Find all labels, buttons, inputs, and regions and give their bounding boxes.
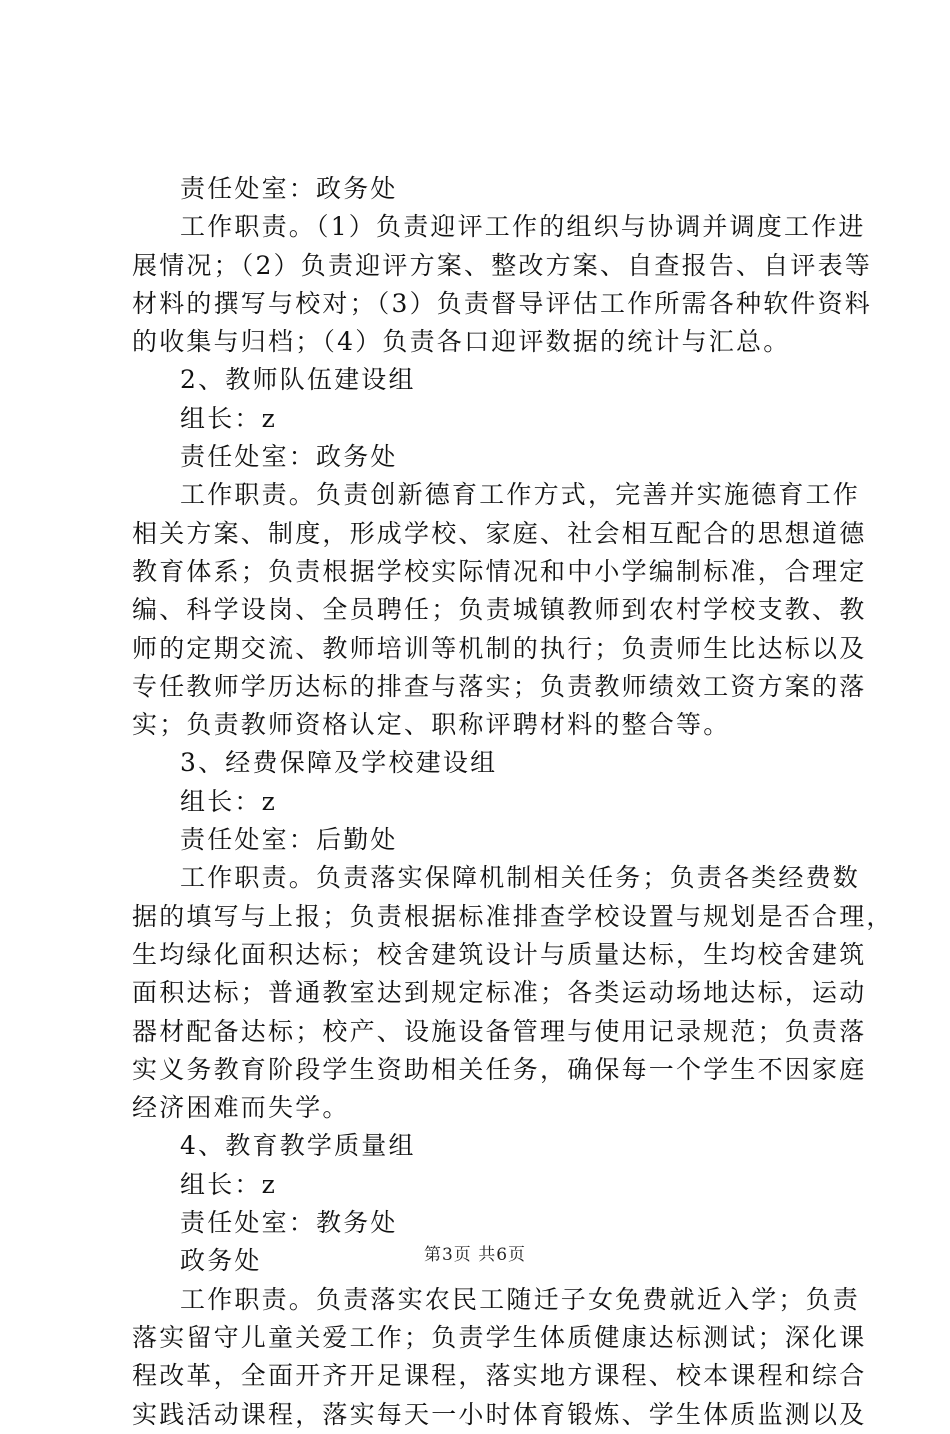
text-line: 师的定期交流、教师培训等机制的执行；负责师生比达标以及 [132, 633, 867, 663]
text-line: 工作职责。负责落实保障机制相关任务；负责各类经费数 [180, 863, 861, 893]
text-line: 组长：z [180, 786, 277, 816]
text-line: 程改革，全面开齐开足课程，落实地方课程、校本课程和综合 [132, 1361, 867, 1391]
text-line: 据的填写与上报；负责根据标准排查学校设置与规划是否合理， [132, 901, 894, 931]
text-line: 专任教师学历达标的排查与落实；负责教师绩效工资方案的落 [132, 671, 867, 701]
text-line: 器材配备达标；校产、设施设备管理与使用记录规范；负责落 [132, 1016, 867, 1046]
text-line: 实义务教育阶段学生资助相关任务，确保每一个学生不因家庭 [132, 1054, 867, 1084]
text-line: 工作职责。（1）负责迎评工作的组织与协调并调度工作进 [180, 212, 866, 242]
text-line: 的收集与归档；（4）负责各口迎评数据的统计与汇总。 [132, 327, 791, 357]
text-line: 教育体系；负责根据学校实际情况和中小学编制标准，合理定 [132, 556, 867, 586]
text-line: 实；负责教师资格认定、职称评聘材料的整合等。 [132, 710, 731, 740]
text-line: 材料的撰写与校对；（3）负责督导评估工作所需各种软件资料 [132, 288, 873, 318]
text-line: 编、科学设岗、全员聘任；负责城镇教师到农村学校支教、教 [132, 595, 867, 625]
text-line: 相关方案、制度，形成学校、家庭、社会相互配合的思想道德 [132, 518, 867, 548]
text-line: 责任处室：政务处 [180, 442, 398, 472]
text-line: 政务处 [180, 1246, 262, 1276]
text-line: 责任处室：政务处 [180, 174, 398, 203]
text-line: 经济困难而失学。 [132, 1093, 350, 1123]
text-line: 面积达标；普通教室达到规定标准；各类运动场地达标，运动 [132, 978, 867, 1008]
text-line: 组长：z [180, 403, 277, 433]
page-footer: 第3页 共6页 [423, 1245, 527, 1265]
text-line: 实践活动课程，落实每天一小时体育锻炼、学生体质监测以及 [132, 1399, 867, 1429]
text-line: 责任处室：后勤处 [180, 825, 398, 855]
text-line: 生均绿化面积达标；校舍建筑设计与质量达标，生均校舍建筑 [132, 939, 867, 969]
text-line: 展情况；（2）负责迎评方案、整改方案、自查报告、自评表等 [132, 250, 873, 280]
text-line: 工作职责。负责创新德育工作方式，完善并实施德育工作 [180, 480, 861, 510]
text-line: 2、教师队伍建设组 [180, 365, 416, 395]
text-line: 责任处室：教务处 [180, 1208, 398, 1238]
text-line: 落实留守儿童关爱工作；负责学生体质健康达标测试；深化课 [132, 1322, 867, 1352]
text-line: 工作职责。负责落实农民工随迁子女免费就近入学；负责 [180, 1284, 861, 1314]
text-line: 3、经费保障及学校建设组 [180, 748, 498, 778]
text-line: 组长：z [180, 1169, 277, 1199]
text-line: 4、教育教学质量组 [180, 1131, 416, 1161]
